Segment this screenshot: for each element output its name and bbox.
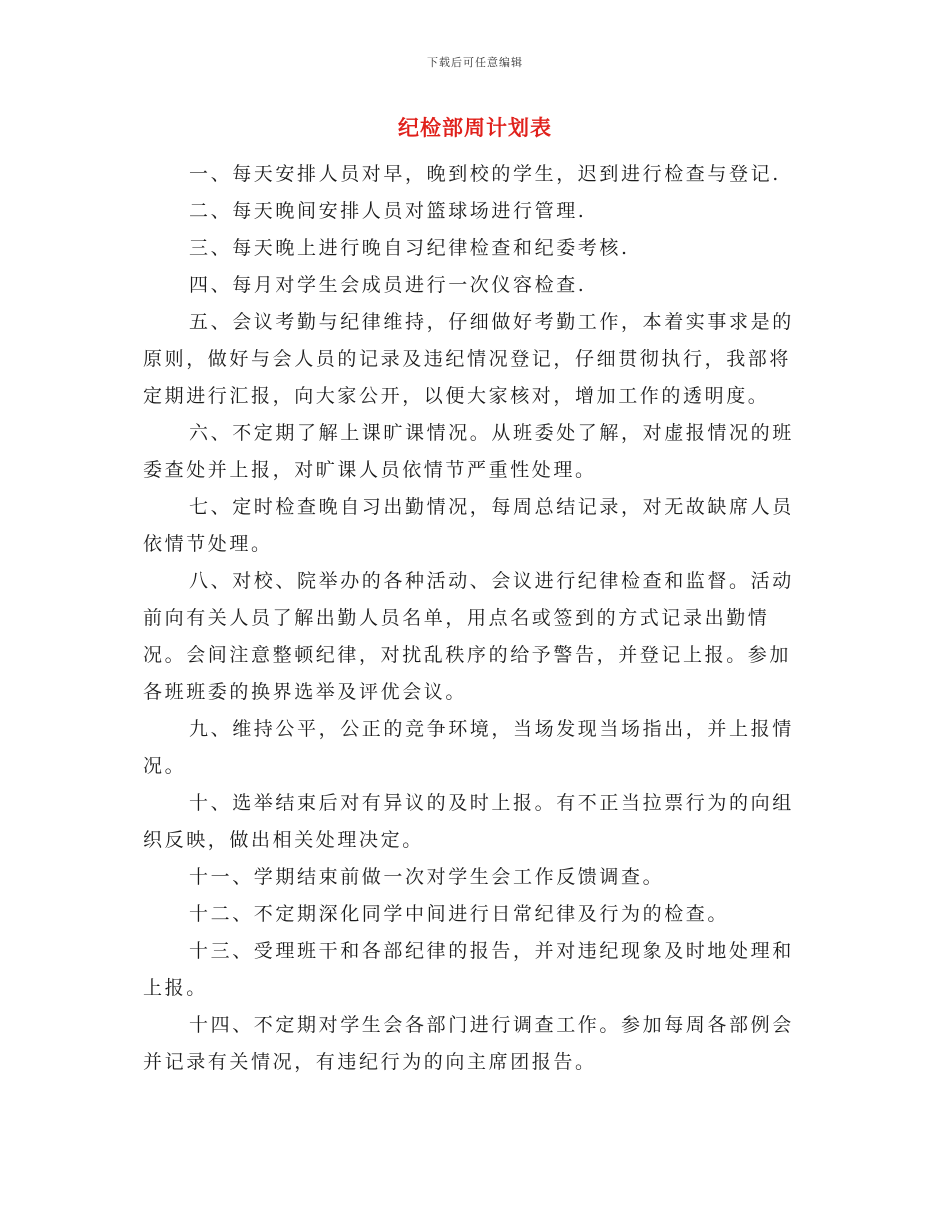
paragraph-13: 十三、受理班干和各部纪律的报告，并对违纪现象及时地处理和上报。 xyxy=(143,940,794,999)
document-title: 纪检部周计划表 xyxy=(398,115,552,140)
paragraph-2: 二、每天晚间安排人员对篮球场进行管理. xyxy=(189,200,587,222)
paragraph-7: 七、定时检查晚自习出勤情况，每周总结记录，对无故缺席人员依情节处理。 xyxy=(143,496,794,555)
header-note: 下载后可任意编辑 xyxy=(427,56,523,69)
paragraph-12: 十二、不定期深化同学中间进行日常纪律及行为的检查。 xyxy=(189,903,730,925)
document-body xyxy=(143,156,798,1081)
paragraph-14: 十四、不定期对学生会各部门进行调查工作。参加每周各部例会并记录有关情况，有违纪行为的向主席团报告。 xyxy=(143,1014,794,1073)
paragraph-11: 十一、学期结束前做一次对学生会工作反馈调查。 xyxy=(189,866,665,888)
paragraph-8: 八、对校、院举办的各种活动、会议进行纪律检查和监督。活动前向有关人员了解出勤人员名单，用点名或签到的方式记录出勤情况。会间注意整顿纪律，对扰乱秩序的给予警告，并登记上报。参加各班班委的换界选举及评优会议。 xyxy=(143,570,794,703)
paragraph-6: 六、不定期了解上课旷课情况。从班委处了解，对虚报情况的班委查处并上报，对旷课人员依情节严重性处理。 xyxy=(143,422,794,481)
paragraph-3: 三、每天晚上进行晚自习纪律检查和纪委考核. xyxy=(189,237,630,259)
paragraph-4: 四、每月对学生会成员进行一次仪容检查. xyxy=(189,274,587,296)
paragraph-1: 一、每天安排人员对早，晚到校的学生，迟到进行检查与登记. xyxy=(189,163,781,185)
paragraph-10: 十、选举结束后对有异议的及时上报。有不正当拉票行为的向组织反映，做出相关处理决定。 xyxy=(143,792,794,851)
paragraph-9: 九、维持公平，公正的竞争环境，当场发现当场指出，并上报情况。 xyxy=(143,718,794,777)
paragraph-5: 五、会议考勤与纪律维持，仔细做好考勤工作，本着实事求是的原则，做好与会人员的记录及违纪情况登记，仔细贯彻执行，我部将定期进行汇报，向大家公开，以便大家核对，增加工作的透明度。 xyxy=(143,311,794,407)
